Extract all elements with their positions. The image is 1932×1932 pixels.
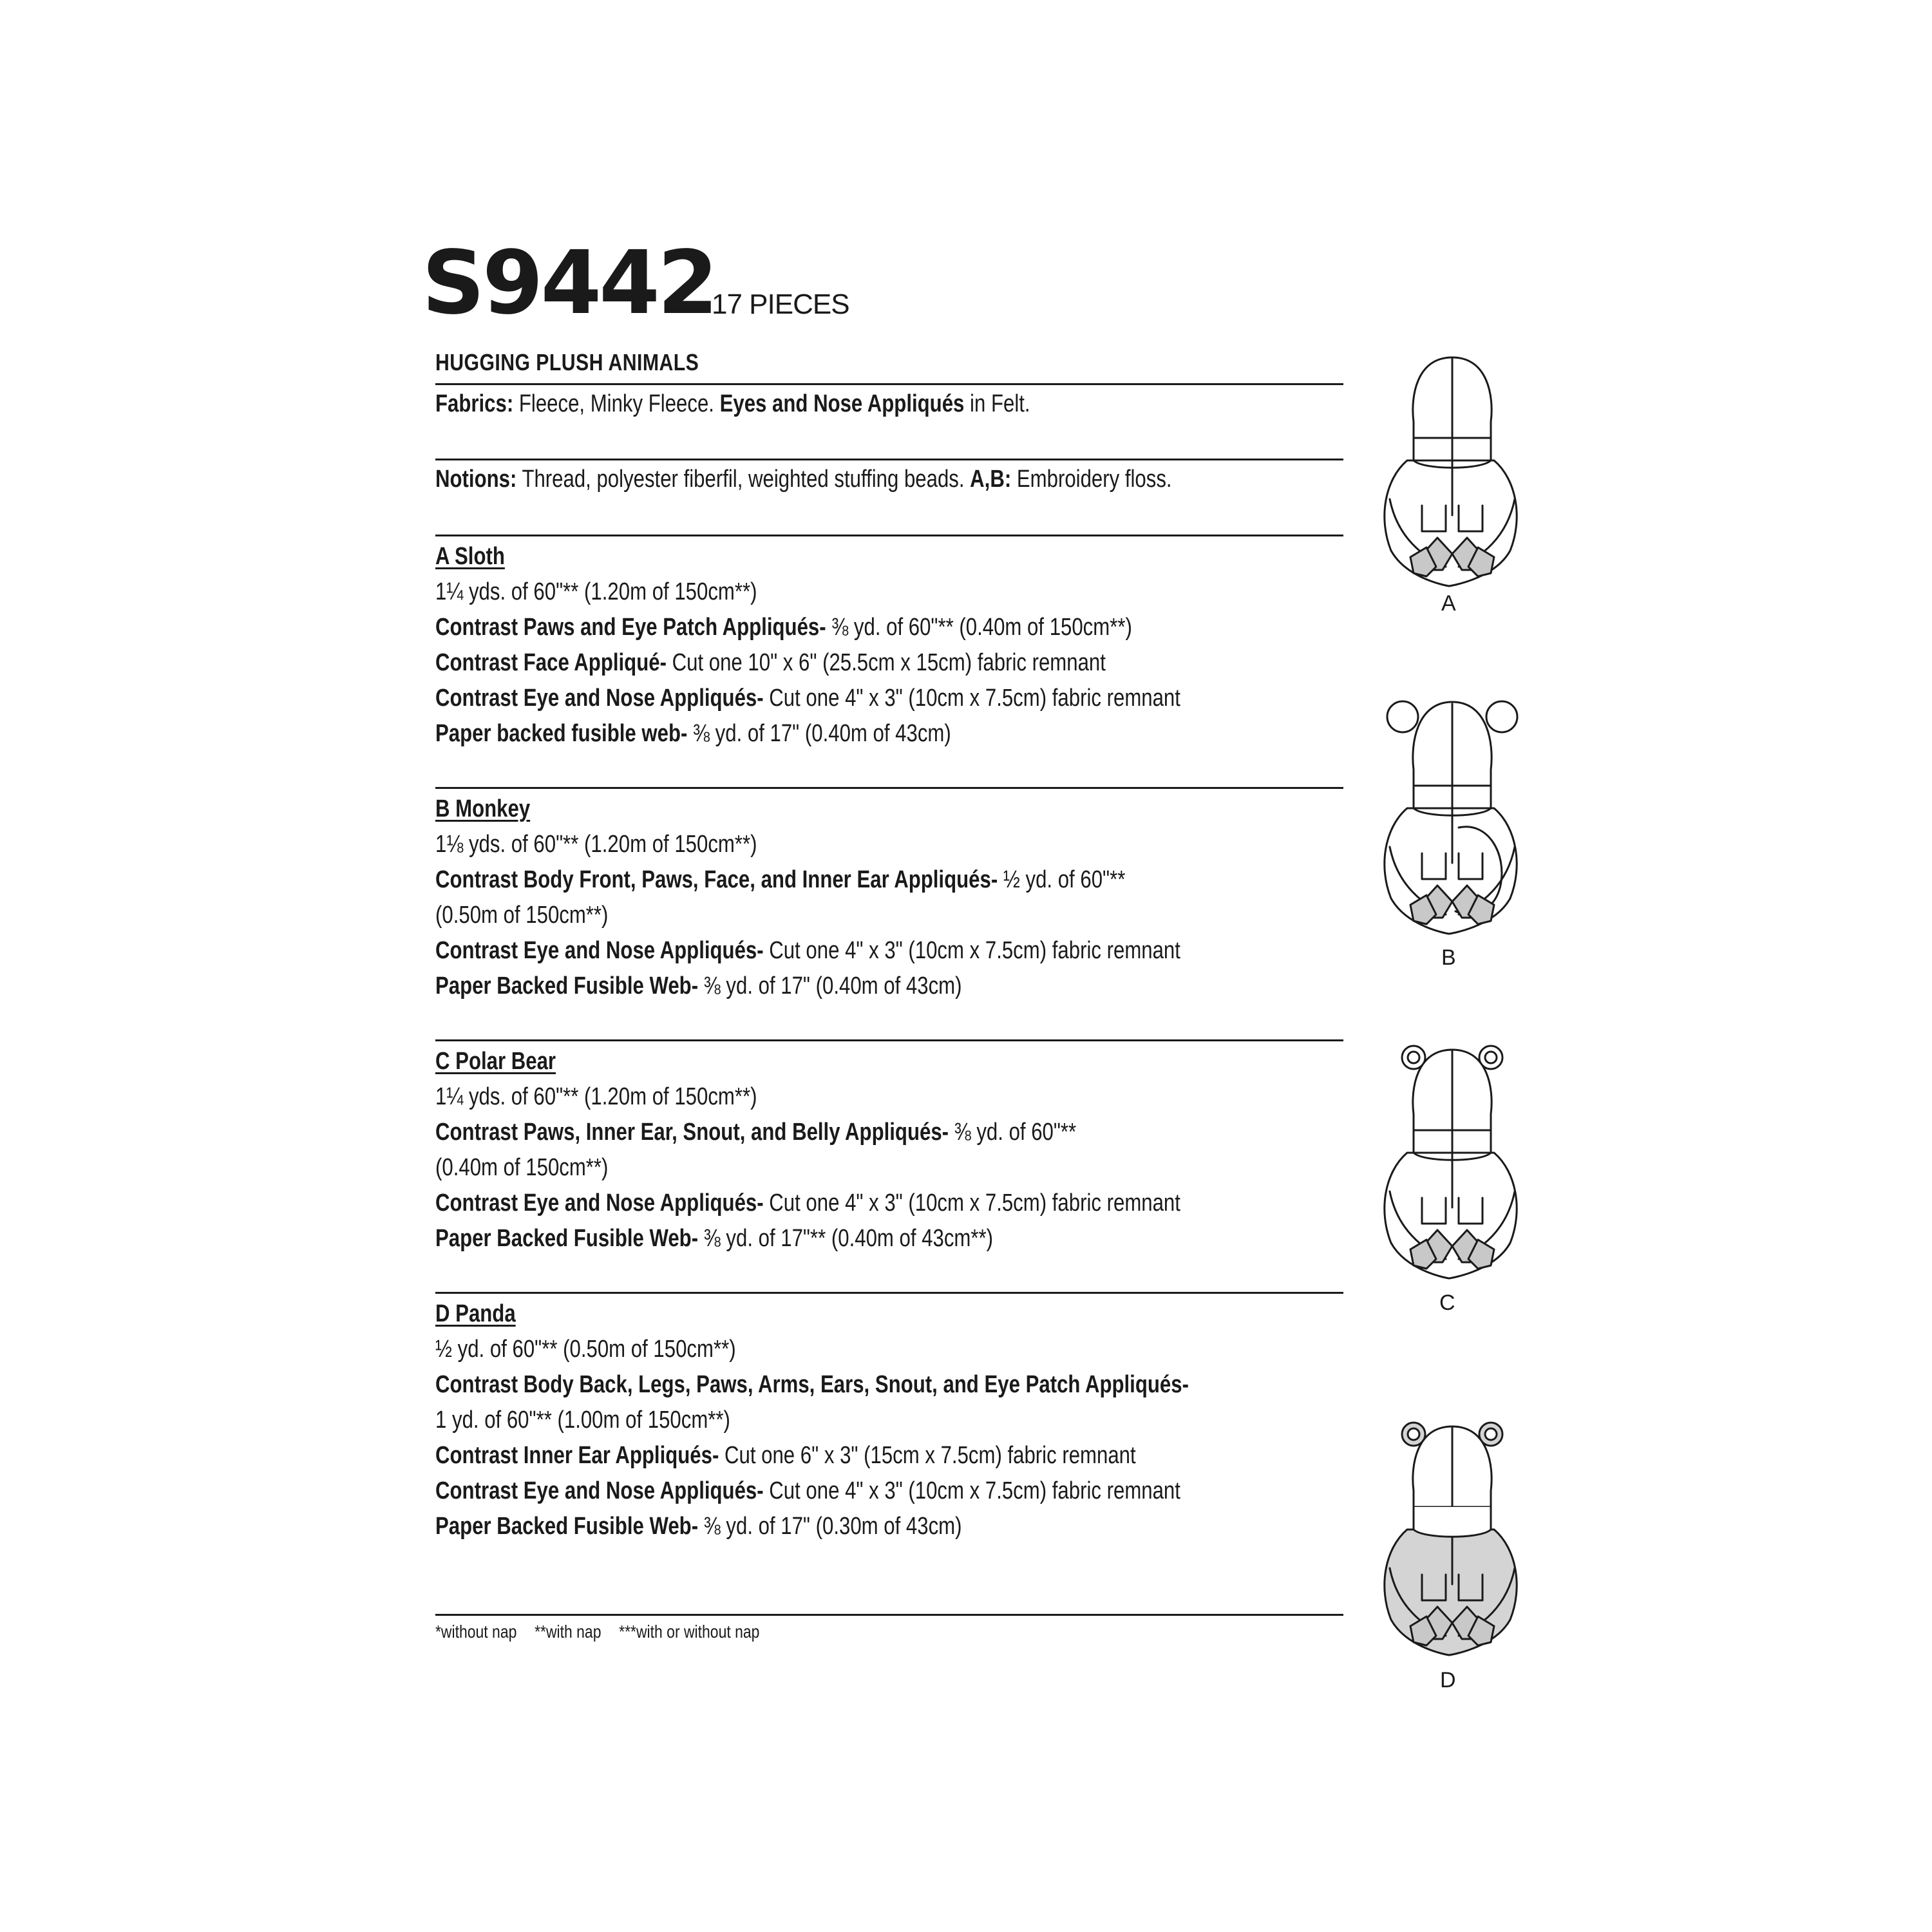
section-title: B Monkey	[435, 795, 531, 822]
line-bold: Paper Backed Fusible Web-	[435, 1513, 699, 1540]
section-c-line	[435, 1224, 993, 1254]
line-text: ⅜ yd. of 17" (0.40m of 43cm)	[698, 972, 962, 999]
notions-line	[435, 465, 1172, 495]
section-c-line	[435, 1189, 1180, 1218]
section-d-line	[435, 1370, 1189, 1400]
view-d-panda-illustration	[1372, 1414, 1533, 1658]
line-bold: Contrast Eye and Nose Appliqués-	[435, 937, 764, 964]
footnote-with-nap: **with nap	[535, 1622, 601, 1642]
divider	[435, 1614, 1343, 1616]
line-text: ⅜ yd. of 17" (0.30m of 43cm)	[698, 1513, 962, 1540]
section-d-line	[435, 1441, 1136, 1471]
fabrics-text-2: in Felt.	[964, 390, 1030, 417]
line-text: ⅜ yd. of 60"** (0.40m of 150cm**)	[826, 614, 1132, 641]
section-c-title	[435, 1047, 556, 1077]
view-c-polar-bear-illustration	[1372, 1037, 1533, 1282]
line-text: ⅜ yd. of 17"** (0.40m of 43cm**)	[698, 1225, 994, 1252]
notions-text: Thread, polyester fiberfil, weighted stuffing beads.	[516, 466, 971, 493]
view-label-c: C	[1439, 1291, 1455, 1315]
divider	[435, 1292, 1343, 1294]
line-bold: Contrast Paws, Inner Ear, Snout, and Belly Appliqués-	[435, 1119, 949, 1146]
line-text: Cut one 4" x 3" (10cm x 7.5cm) fabric remnant	[763, 1189, 1180, 1217]
line-bold: Contrast Eye and Nose Appliqués-	[435, 685, 764, 712]
divider	[435, 1039, 1343, 1041]
fabrics-text: Fleece, Minky Fleece.	[513, 390, 720, 417]
section-b-line	[435, 866, 1125, 895]
line-text: ⅜ yd. of 17" (0.40m of 43cm)	[687, 720, 951, 747]
section-a-title	[435, 542, 505, 572]
pattern-title: HUGGING PLUSH ANIMALS	[435, 349, 699, 375]
line-bold: Contrast Body Front, Paws, Face, and Inner Ear Appliqués-	[435, 866, 998, 893]
section-d-line: 1 yd. of 60"** (1.00m of 150cm**)	[435, 1406, 730, 1434]
notions-label: Notions:	[435, 466, 517, 493]
footnote-with-or-without-nap: ***with or without nap	[619, 1622, 760, 1642]
line-bold: Paper Backed Fusible Web-	[435, 972, 699, 999]
section-b-line: 1⅛ yds. of 60"** (1.20m of 150cm**)	[435, 831, 757, 858]
view-label-d: D	[1440, 1668, 1456, 1692]
line-text: Cut one 4" x 3" (10cm x 7.5cm) fabric remnant	[763, 1477, 1180, 1504]
section-d-line: ½ yd. of 60"** (0.50m of 150cm**)	[435, 1336, 736, 1363]
view-label-a: A	[1441, 591, 1456, 616]
line-text: ⅜ yd. of 60"**	[949, 1119, 1077, 1146]
section-c-line: (0.40m of 150cm**)	[435, 1154, 609, 1181]
line-bold: Contrast Eye and Nose Appliqués-	[435, 1477, 764, 1504]
line-text: Cut one 6" x 3" (15cm x 7.5cm) fabric remnant	[719, 1442, 1136, 1469]
line-bold: Contrast Body Back, Legs, Paws, Arms, Ears, Snout, and Eye Patch Appliqués-	[435, 1371, 1189, 1398]
divider	[435, 535, 1343, 536]
section-d-title	[435, 1300, 516, 1329]
pieces-count: 17 PIECES	[712, 289, 849, 320]
footnote-without-nap: *without nap	[435, 1622, 517, 1642]
pattern-number: S9442	[422, 232, 716, 334]
view-b-monkey-illustration	[1372, 692, 1533, 937]
notions-text-2: Embroidery floss.	[1011, 466, 1172, 493]
section-title: C Polar Bear	[435, 1048, 556, 1075]
line-bold: Contrast Paws and Eye Patch Appliqués-	[435, 614, 826, 641]
fabrics-line	[435, 390, 1030, 419]
section-title: A Sloth	[435, 543, 505, 570]
fabrics-bold: Eyes and Nose Appliqués	[719, 390, 965, 417]
section-c-line: 1¼ yds. of 60"** (1.20m of 150cm**)	[435, 1083, 757, 1110]
divider	[435, 383, 1343, 385]
line-bold: Paper backed fusible web-	[435, 720, 688, 747]
view-label-b: B	[1441, 945, 1456, 970]
section-a-line	[435, 684, 1180, 714]
section-a-line	[435, 649, 1106, 678]
section-b-title	[435, 795, 530, 824]
line-bold: Contrast Face Appliqué-	[435, 649, 667, 676]
divider	[435, 459, 1343, 460]
line-text: Cut one 4" x 3" (10cm x 7.5cm) fabric remnant	[763, 937, 1180, 964]
section-d-line	[435, 1477, 1180, 1506]
line-text: ½ yd. of 60"**	[998, 866, 1126, 893]
section-a-line	[435, 719, 951, 749]
line-text: Cut one 10" x 6" (25.5cm x 15cm) fabric remnant	[666, 649, 1106, 676]
section-d-line	[435, 1512, 962, 1542]
divider	[435, 787, 1343, 789]
section-title: D Panda	[435, 1300, 516, 1327]
line-bold: Contrast Eye and Nose Appliqués-	[435, 1189, 764, 1217]
view-a-sloth-illustration	[1372, 345, 1533, 589]
notions-bold: A,B:	[970, 466, 1012, 493]
footnotes	[435, 1622, 773, 1642]
section-b-line	[435, 972, 962, 1001]
section-a-line: 1¼ yds. of 60"** (1.20m of 150cm**)	[435, 578, 757, 605]
line-bold: Contrast Inner Ear Appliqués-	[435, 1442, 719, 1469]
section-a-line	[435, 613, 1132, 643]
section-b-line: (0.50m of 150cm**)	[435, 902, 609, 929]
section-c-line	[435, 1118, 1076, 1148]
section-b-line	[435, 936, 1180, 966]
fabrics-label: Fabrics:	[435, 390, 514, 417]
line-text: Cut one 4" x 3" (10cm x 7.5cm) fabric remnant	[763, 685, 1180, 712]
line-bold: Paper Backed Fusible Web-	[435, 1225, 699, 1252]
